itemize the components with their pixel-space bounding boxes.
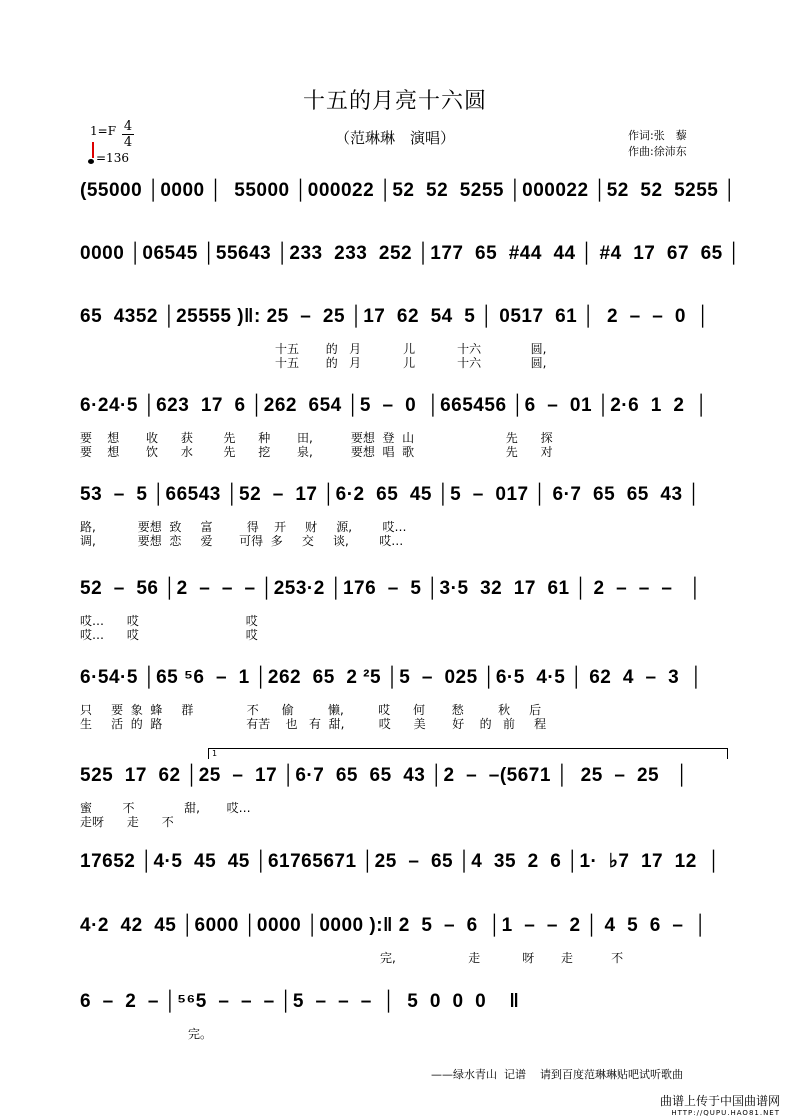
lyric-line-2: 要 想 饮 水 先 挖 泉, 要想 唱 歌 先 对 [80,445,553,459]
staff-row-10 [80,915,728,965]
watermark-url: HTTP://QUPU.HAO81.NET [671,1109,781,1117]
lyric-line-1: 要 想 收 获 先 种 田, 要想 登 山 先 探 [80,431,553,445]
lyric-line-1: 路, 要想 致 富 得 开 财 源, 哎… [80,520,407,534]
lyric-line-1: 蜜 不 甜, 哎… [80,801,251,815]
staff-row-9 [80,850,728,890]
quarter-note-icon [88,159,94,164]
staff-row-4 [80,395,728,459]
lyric-line-2: 走呀 走 不 [80,815,174,829]
transcriber-credit: ——绿水青山 记谱 请到百度范琳琳贴吧试听歌曲 [431,1068,683,1081]
staff-row-8 [80,765,728,829]
lyricist: 作词:张 藜 [628,129,687,142]
singer-credit: （范琳琳 演唱） [334,129,455,147]
staff-row-11 [80,991,728,1041]
tempo-marking: =136 [88,146,129,165]
watermark: 曲谱上传于中国曲谱网 HTTP://QUPU.HAO81.NET [660,1094,781,1117]
lyric-line-2: 哎… 哎 哎 [80,628,258,642]
notes: 6·24·5 │623 17 6 │262 654 │5 – 0 │665456 │6 – 01 │2·6 1 2 │ [80,395,709,416]
lyric-line-2: 生 活 的 路 有苦 也 有 甜, 哎 美 好 的 前 程 [80,717,547,731]
lyric-line-1: 完。 [188,1027,213,1041]
composer: 作曲:徐沛东 [628,145,687,158]
notes: 52 – 56 │2 – – – │253·2 │176 – 5 │3·5 32 17 61 │ 2 – – – │ [80,578,703,599]
staff-row-1 [80,180,737,220]
staff-row-2 [80,243,741,283]
notes: 4·2 42 45 │6000 │0000 │0000 ):‖ 2 5 – 6 │1 – – 2 │ 4 5 6 – │ [80,915,708,936]
song-title: 十五的月亮十六圆 [302,89,487,114]
lyric-line-1: 完, 走 呀 走 不 [380,951,624,965]
time-signature: 4 4 [123,119,133,150]
lyric-line-2: 十五 的 月 儿 十六 圆, [275,356,547,370]
lyric-line-2: 调, 要想 恋 爱 可得 多 交 谈, 哎… [80,534,404,548]
notes: 6·54·5 │65 ⁵6 – 1 │262 65 2 ²5 │5 – 025 │6·5 4·5 │ 62 4 – 3 │ [80,667,704,688]
staff-row-6 [80,578,728,642]
notes: 525 17 62 │25 – 17 │6·7 65 65 43 │2 – –(5671 │ 25 – 25 │ [80,765,689,786]
notes: 6 – 2 – │⁵⁶5 – – – │5 – – – │ 5 0 0 0 ‖ [80,991,520,1012]
lyric-line-1: 十五 的 月 儿 十六 圆, [275,342,547,356]
notes: 65 4352 │25555 )‖: 25 – 25 │17 62 54 5 │ 0517 61 │ 2 – – 0 │ [80,306,710,327]
notes: 0000 │06545 │55643 │233 233 252 │177 65 #44 44 │ #4 17 67 65 │ [80,243,741,264]
key-signature: 1=F [90,124,117,138]
notes: 53 – 5 │66543 │52 – 17 │6·2 65 45 │5 – 017 │ 6·7 65 65 43 │ [80,484,701,505]
notes: (55000 │0000 │ 55000 │000022 │52 52 5255 │000022 │52 52 5255 │ [80,180,737,201]
notes: 17652 │4·5 45 45 │61765671 │25 – 65 │4 35 2 6 │1· ♭7 17 12 │ [80,851,721,872]
lyric-line-1: 哎… 哎 哎 [80,614,258,628]
note-stem-icon [92,142,94,158]
staff-row-3 [80,306,728,370]
volta-bracket-1: 1 [208,748,728,759]
lyric-line-1: 只 要 象 蜂 群 不 偷 懒, 哎 何 愁 秋 后 [80,703,542,717]
staff-row-7 [80,667,728,731]
credits [628,128,687,160]
staff-row-5 [80,484,728,548]
